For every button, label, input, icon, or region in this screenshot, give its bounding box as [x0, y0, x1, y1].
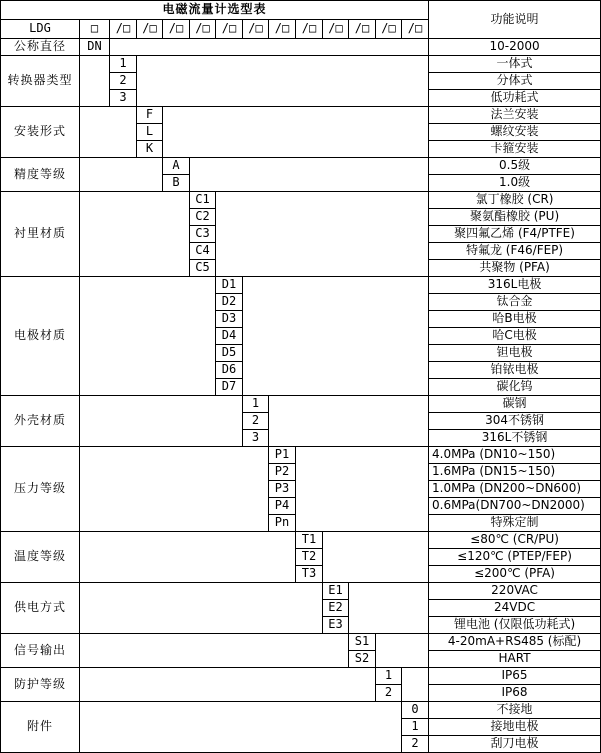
option-description: 共聚物 (PFA)	[429, 260, 601, 277]
spacer-cell	[137, 56, 429, 107]
option-code: C2	[190, 209, 216, 226]
table-row	[1, 634, 601, 651]
category-label: 转换器类型	[1, 56, 80, 107]
option-description: 哈B电极	[429, 311, 601, 328]
option-code: E1	[323, 583, 349, 600]
page-title: 电磁流量计选型表	[1, 1, 429, 20]
category-label: 防护等级	[1, 668, 80, 702]
option-code: C4	[190, 243, 216, 260]
code-box-placeholder: /□	[323, 20, 349, 39]
option-description: IP68	[429, 685, 601, 702]
function-column-header: 功能说明	[429, 1, 601, 39]
option-code: 0	[402, 702, 429, 719]
code-box-placeholder: /□	[163, 20, 190, 39]
table-row	[1, 56, 601, 73]
category-label: 供电方式	[1, 583, 80, 634]
code-box-placeholder: /□	[296, 20, 323, 39]
code-box-placeholder: /□	[216, 20, 243, 39]
option-code: 3	[110, 90, 137, 107]
option-code: DN	[80, 39, 110, 56]
option-description: 碳钢	[429, 396, 601, 413]
option-description: 不接地	[429, 702, 601, 719]
option-description: 1.0MPa (DN200~DN600)	[429, 481, 601, 498]
option-code: K	[137, 141, 163, 158]
title-row	[1, 1, 601, 20]
code-box-placeholder: /□	[269, 20, 296, 39]
spacer-cell	[110, 39, 429, 56]
option-code: F	[137, 107, 163, 124]
spacer-cell	[269, 396, 429, 447]
option-code: 1	[402, 719, 429, 736]
spacer-cell	[80, 634, 349, 668]
option-code: D2	[216, 294, 243, 311]
table-row	[1, 583, 601, 600]
option-description: 锂电池 (仅限低功耗式)	[429, 617, 601, 634]
code-box-placeholder: /□	[402, 20, 429, 39]
code-box-placeholder: □	[80, 20, 110, 39]
option-code: 3	[243, 430, 269, 447]
table-row	[1, 107, 601, 124]
option-description: ≤80℃ (CR/PU)	[429, 532, 601, 549]
option-description: IP65	[429, 668, 601, 685]
category-label: 安装形式	[1, 107, 80, 158]
table-row	[1, 192, 601, 209]
spacer-cell	[296, 447, 429, 532]
option-description: 24VDC	[429, 600, 601, 617]
category-label: 衬里材质	[1, 192, 80, 277]
option-description: 0.6MPa(DN700~DN2000)	[429, 498, 601, 515]
option-description: 4.0MPa (DN10~150)	[429, 447, 601, 464]
option-code: 2	[110, 73, 137, 90]
option-description: 10-2000	[429, 39, 601, 56]
option-code: C1	[190, 192, 216, 209]
spacer-cell	[216, 192, 429, 277]
category-label: 精度等级	[1, 158, 80, 192]
option-code: D6	[216, 362, 243, 379]
option-description: 一体式	[429, 56, 601, 73]
option-description: 钽电极	[429, 345, 601, 362]
option-code: D5	[216, 345, 243, 362]
table-row	[1, 277, 601, 294]
option-code: E3	[323, 617, 349, 634]
spacer-cell	[349, 583, 429, 634]
option-description: 聚氨酯橡胶 (PU)	[429, 209, 601, 226]
option-code: 2	[243, 413, 269, 430]
option-description: 接地电极	[429, 719, 601, 736]
option-code: 1	[376, 668, 402, 685]
option-code: T3	[296, 566, 323, 583]
option-description: 220VAC	[429, 583, 601, 600]
option-description: 聚四氟乙烯 (F4/PTFE)	[429, 226, 601, 243]
option-description: 卡箍安装	[429, 141, 601, 158]
spacer-cell	[190, 158, 429, 192]
table-row	[1, 702, 601, 719]
option-code: D7	[216, 379, 243, 396]
option-code: B	[163, 175, 190, 192]
option-code: D4	[216, 328, 243, 345]
spacer-cell	[163, 107, 429, 158]
option-code: P1	[269, 447, 296, 464]
code-box-placeholder: /□	[349, 20, 376, 39]
option-code: 1	[110, 56, 137, 73]
option-code: T2	[296, 549, 323, 566]
option-code: S2	[349, 651, 376, 668]
option-description: 钛合金	[429, 294, 601, 311]
spacer-cell	[80, 583, 323, 634]
spacer-cell	[80, 56, 110, 107]
spacer-cell	[80, 107, 137, 158]
option-code: P4	[269, 498, 296, 515]
table-row	[1, 668, 601, 685]
option-description: HART	[429, 651, 601, 668]
category-label: 电极材质	[1, 277, 80, 396]
option-code: L	[137, 124, 163, 141]
option-description: 4-20mA+RS485 (标配)	[429, 634, 601, 651]
option-description: 1.6MPa (DN15~150)	[429, 464, 601, 481]
option-code: P2	[269, 464, 296, 481]
code-box-placeholder: /□	[190, 20, 216, 39]
option-code: 1	[243, 396, 269, 413]
option-description: 316L不锈钢	[429, 430, 601, 447]
option-description: 铂铱电极	[429, 362, 601, 379]
option-code: E2	[323, 600, 349, 617]
spacer-cell	[80, 668, 376, 702]
category-label: 外壳材质	[1, 396, 80, 447]
spacer-cell	[80, 702, 402, 753]
spacer-cell	[80, 447, 269, 532]
spacer-cell	[376, 634, 429, 668]
spacer-cell	[80, 532, 296, 583]
category-label: 信号输出	[1, 634, 80, 668]
option-code: P3	[269, 481, 296, 498]
category-label: 压力等级	[1, 447, 80, 532]
option-description: 低功耗式	[429, 90, 601, 107]
spacer-cell	[80, 158, 163, 192]
option-description: 刮刀电极	[429, 736, 601, 753]
code-box-placeholder: /□	[243, 20, 269, 39]
option-description: 法兰安装	[429, 107, 601, 124]
option-description: ≤200℃ (PFA)	[429, 566, 601, 583]
option-code: 2	[402, 736, 429, 753]
option-description: 螺纹安装	[429, 124, 601, 141]
option-description: 1.0级	[429, 175, 601, 192]
category-label: 公称直径	[1, 39, 80, 56]
option-description: 0.5级	[429, 158, 601, 175]
option-code: Pn	[269, 515, 296, 532]
code-box-placeholder: /□	[137, 20, 163, 39]
category-label: 温度等级	[1, 532, 80, 583]
option-description: 碳化钨	[429, 379, 601, 396]
option-description: 哈C电极	[429, 328, 601, 345]
table-row	[1, 39, 601, 56]
table-row	[1, 158, 601, 175]
option-code: C5	[190, 260, 216, 277]
spacer-cell	[402, 668, 429, 702]
model-prefix: LDG	[1, 20, 80, 39]
table-row	[1, 447, 601, 464]
table-row	[1, 396, 601, 413]
spacer-cell	[243, 277, 429, 396]
option-description: 316L电极	[429, 277, 601, 294]
option-description: 特氟龙 (F46/FEP)	[429, 243, 601, 260]
option-code: D1	[216, 277, 243, 294]
option-code: D3	[216, 311, 243, 328]
option-code: C3	[190, 226, 216, 243]
option-code: A	[163, 158, 190, 175]
option-code: T1	[296, 532, 323, 549]
option-description: 分体式	[429, 73, 601, 90]
spacer-cell	[80, 396, 243, 447]
option-code: 2	[376, 685, 402, 702]
category-label: 附件	[1, 702, 80, 753]
spacer-cell	[80, 192, 190, 277]
code-box-placeholder: /□	[376, 20, 402, 39]
option-description: 氯丁橡胶 (CR)	[429, 192, 601, 209]
spacer-cell	[323, 532, 429, 583]
code-box-placeholder: /□	[110, 20, 137, 39]
option-code: S1	[349, 634, 376, 651]
spacer-cell	[80, 277, 216, 396]
table-row	[1, 532, 601, 549]
option-description: 特殊定制	[429, 515, 601, 532]
option-description: ≤120℃ (PTEP/FEP)	[429, 549, 601, 566]
option-description: 304不锈钢	[429, 413, 601, 430]
